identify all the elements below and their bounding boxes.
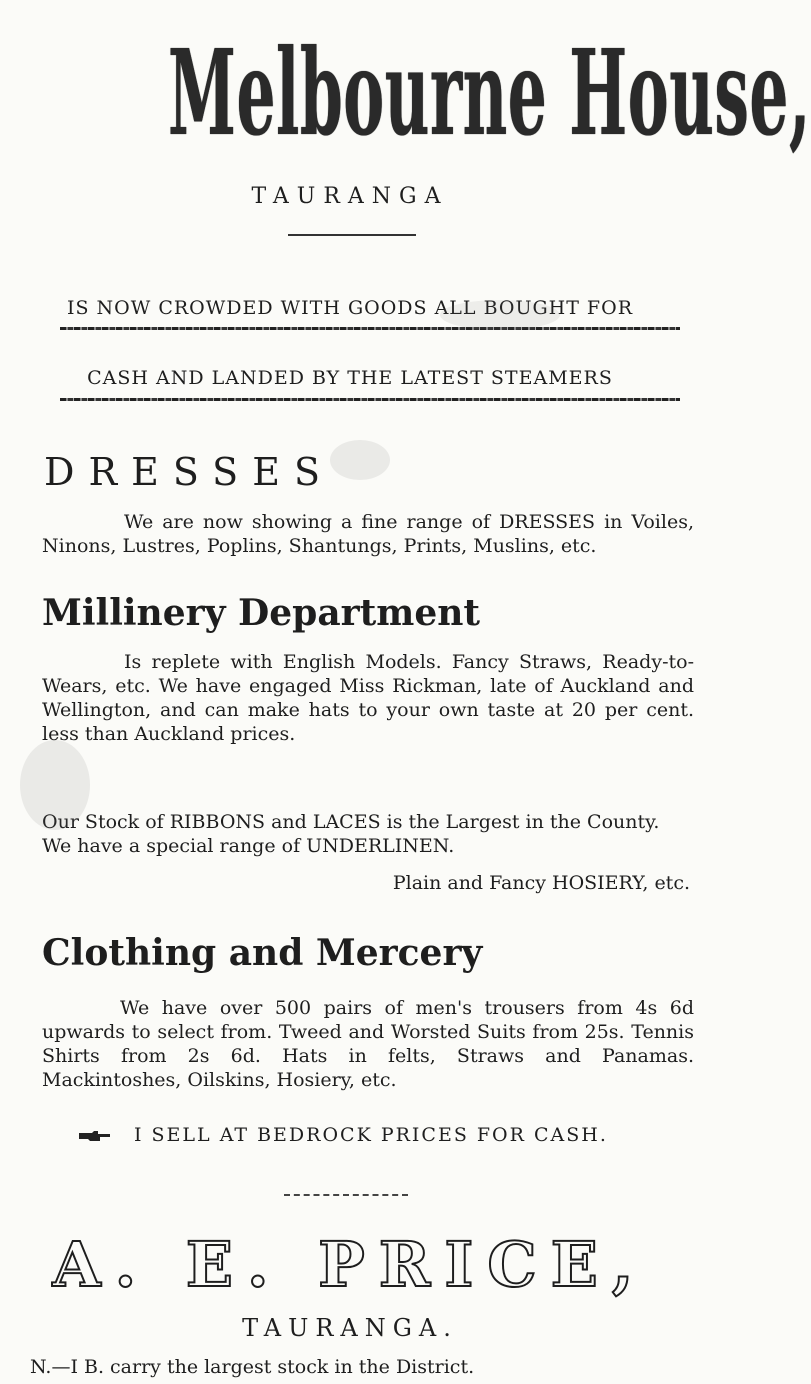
merchant-name: A. E. PRICE, (52, 1228, 648, 1301)
millinery-text-content: Is replete with English Models. Fancy Straws, Ready-to-Wears, etc. We have engaged Miss Rickman, late of Auckland and Wellington, and can make hats to your own taste at 20 per cent. less than Auckland prices. (42, 651, 694, 745)
town-heading: TAURANGA (251, 184, 449, 209)
dresses-text (42, 510, 694, 558)
print-speckle (330, 440, 390, 480)
clothing-text-content: We have over 500 pairs of men's trousers from 4s 6d upwards to select from. Tweed and Worsted Suits from 25s. Tennis Shirts from 2s 6d. Hats in felts, Straws and Panamas. Mackintoshes, Oilskins, Hosiery, etc. (42, 997, 694, 1091)
ribbons-line-2: We have a special range of UNDERLINEN. (42, 835, 455, 857)
divider (60, 327, 680, 330)
dresses-text-content: We are now showing a fine range of DRESSES in Voiles, Ninons, Lustres, Poplins, Shantungs, Prints, Muslins, etc. (42, 511, 694, 557)
ribbons-text (42, 810, 694, 858)
footnote: N.—I B. carry the largest stock in the District. (30, 1356, 475, 1378)
banner-line-1: IS NOW CROWDED WITH GOODS ALL BOUGHT FOR (66, 297, 634, 319)
hosiery-line: Plain and Fancy HOSIERY, etc. (392, 872, 690, 894)
print-speckle (20, 740, 90, 830)
banner-line-2: CASH AND LANDED BY THE LATEST STEAMERS (87, 367, 613, 389)
cash-notice-text: I SELL AT BEDROCK PRICES FOR CASH. (134, 1124, 608, 1146)
divider (60, 398, 680, 401)
merchant-town: TAURANGA. (242, 1314, 458, 1342)
divider (284, 1194, 408, 1196)
print-speckle (440, 300, 560, 330)
divider (288, 234, 416, 236)
millinery-text (42, 650, 694, 746)
dresses-heading: DRESSES (44, 450, 334, 494)
clothing-text (42, 996, 694, 1092)
masthead-title: Melbourne House, (168, 23, 811, 162)
cash-notice (78, 1124, 608, 1146)
pointing-hand-icon (78, 1129, 112, 1143)
clothing-heading: Clothing and Mercery (42, 932, 483, 974)
ribbons-line-1: Our Stock of RIBBONS and LACES is the Largest in the County. (42, 811, 660, 833)
millinery-heading: Millinery Department (42, 592, 481, 634)
